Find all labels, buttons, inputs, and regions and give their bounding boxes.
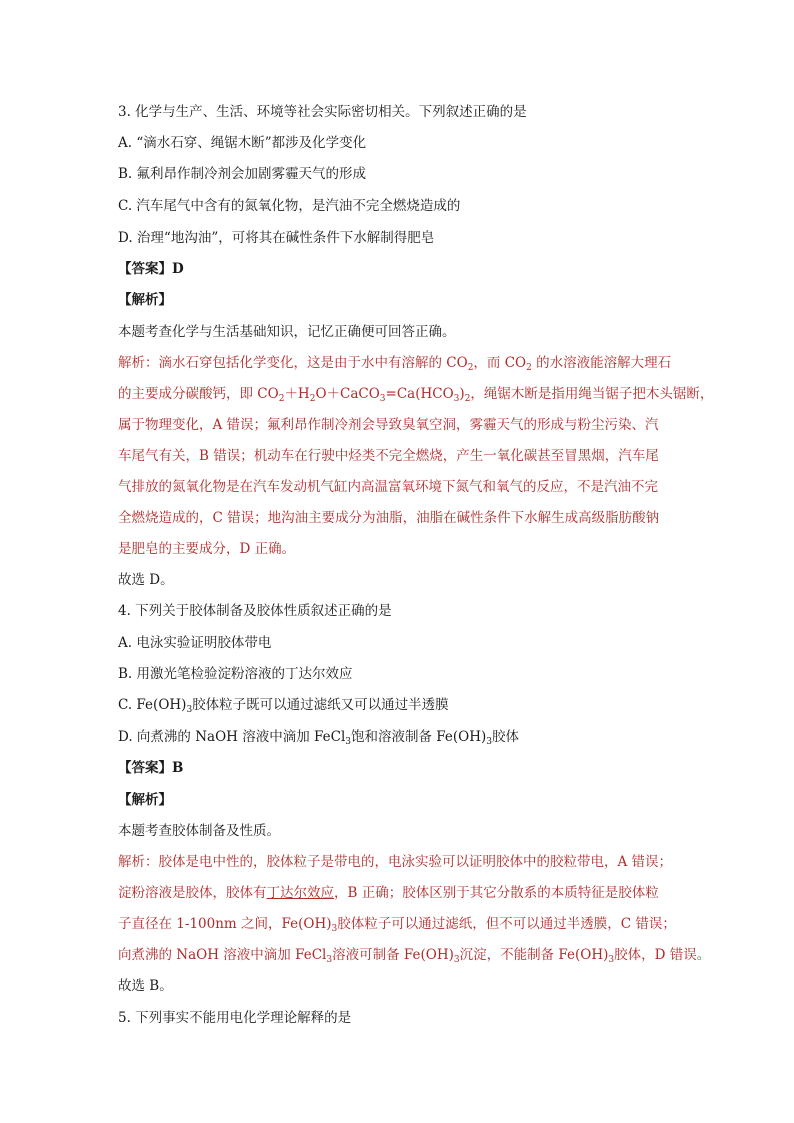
question-4-option-b: B. 用激光笔检验淀粉溶液的丁达尔效应 <box>118 666 353 682</box>
question-3-stem: 3. 化学与生产、生活、环境等社会实际密切相关。下列叙述正确的是 <box>118 104 527 120</box>
question-4-stem: 4. 下列关于胶体制备及胶体性质叙述正确的是 <box>118 603 392 619</box>
question-4-option-d: D. 向煮沸的 NaOH 溶液中滴加 FeCl$_3$饱和溶液制备 $Fe(OH)_3$胶体 <box>118 729 520 747</box>
question-4-explanation-line-4: 向煮沸的 NaOH 溶液中滴加 FeCl$_3$溶液可制备 $Fe(OH)_3$沉淀，不能制备 $Fe(OH)_3$胶体，D 错误。 <box>118 947 711 965</box>
tyndall-effect-underline: 丁达尔效应 <box>266 885 334 901</box>
question-3-answer: 【答案】D <box>118 261 184 277</box>
question-3-explanation-line-6: 全燃烧造成的，C 错误；地沟油主要成分为油脂，油脂在碱性条件下水解生成高级脂肪酸钠 <box>118 510 660 526</box>
question-3-option-c: C. 汽车尾气中含有的氮氧化物，是汽油不完全燃烧造成的 <box>118 198 461 214</box>
question-4-answer: 【答案】B <box>118 760 184 776</box>
question-3-option-b: B. 氟利昂作制冷剂会加剧雾霾天气的形成 <box>118 166 367 182</box>
question-4-option-c: C. $Fe(OH)_3$胶体粒子既可以通过滤纸又可以通过半透膜 <box>118 697 449 715</box>
question-3-explanation-line-1: 解析：滴水石穿包括化学变化，这是由于水中有溶解的 $CO_2$，而 $CO_2$ 的水溶液能溶解大理石 <box>118 355 672 373</box>
question-4-explanation-line-2: 淀粉溶液是胶体，胶体有丁达尔效应，B 正确；胶体区别于其它分散系的本质特征是胶体粒 <box>118 885 659 901</box>
question-3-conclusion: 故选 D。 <box>118 572 174 588</box>
question-4-option-a: A. 电泳实验证明胶体带电 <box>118 635 272 651</box>
question-4-explanation-line-3: 子直径在 1-100nm 之间，$Fe(OH)_3$胶体粒子可以通过滤纸，但不可以通过半透膜，C 错误； <box>118 916 676 934</box>
question-3-explanation-line-4: 车尾气有关，B 错误；机动车在行驶中烃类不完全燃烧，产生一氧化碳甚至冒黑烟，汽车尾 <box>118 448 659 464</box>
question-3-summary: 本题考查化学与生活基础知识，记忆正确便可回答正确。 <box>118 324 456 340</box>
question-5-stem: 5. 下列事实不能用电化学理论解释的是 <box>118 1010 352 1026</box>
question-4-conclusion: 故选 B。 <box>118 978 173 994</box>
question-4-analysis-label: 【解析】 <box>118 792 172 808</box>
question-3-option-d: D. 治理“地沟油”，可将其在碱性条件下水解制得肥皂 <box>118 230 435 246</box>
question-3-option-a: A. “滴水石穿、绳锯木断”都涉及化学变化 <box>118 135 367 151</box>
question-3-explanation-line-2: 的主要成分碳酸钙，即 $CO_2+H_2O+CaCO_3=Ca(HCO_3)_2$，绳锯木断是指用绳当锯子把木头锯断， <box>118 386 714 404</box>
question-3-explanation-line-3: 属于物理变化，A 错误；氟利昂作制冷剂会导致臭氧空洞，雾霾天气的形成与粉尘污染、汽 <box>118 417 659 433</box>
question-3-analysis-label: 【解析】 <box>118 292 172 308</box>
question-3-explanation-line-5: 气排放的氮氧化物是在汽车发动机气缸内高温富氧环境下氮气和氧气的反应，不是汽油不完 <box>118 479 658 495</box>
question-4-explanation-line-1: 解析：胶体是电中性的，胶体粒子是带电的，电泳实验可以证明胶体中的胶粒带电，A 错误； <box>118 854 673 870</box>
question-4-summary: 本题考查胶体制备及性质。 <box>118 823 280 839</box>
question-3-explanation-line-7: 是肥皂的主要成分，D 正确。 <box>118 541 296 557</box>
